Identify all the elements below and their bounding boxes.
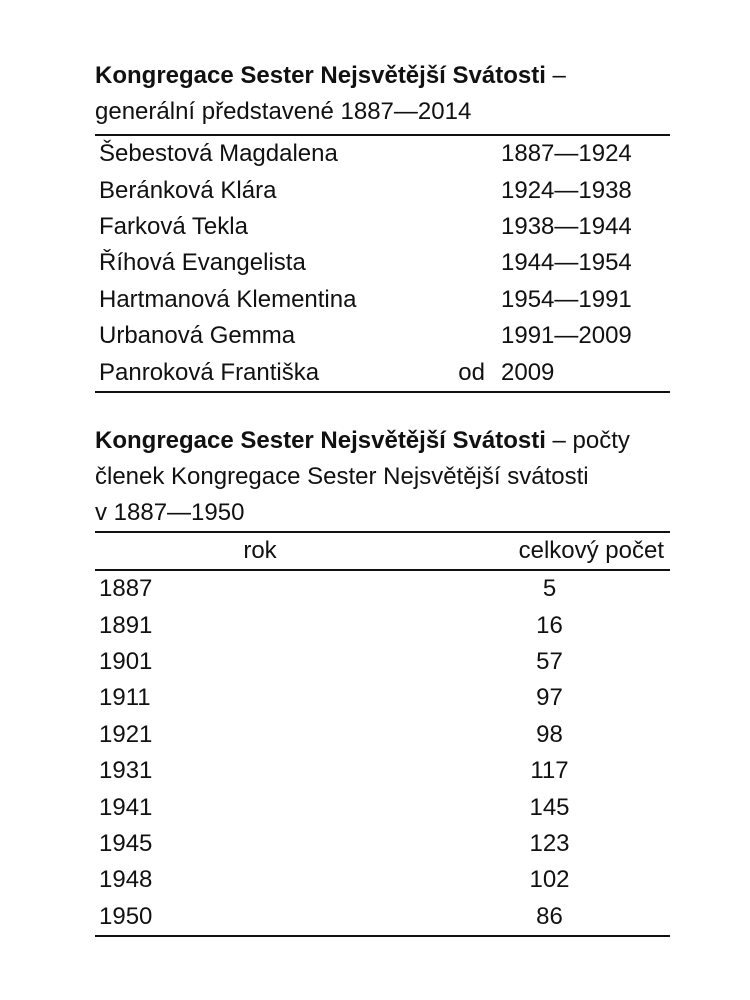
members-title-line2: členek Kongregace Sester Nejsvětější svátosti: [95, 462, 589, 490]
superiors-title: [95, 58, 670, 94]
table-row: [95, 899, 670, 935]
superior-name: Hartmanová Klementina: [99, 285, 357, 313]
header-year: rok: [243, 536, 277, 564]
member-count: 102: [529, 866, 570, 894]
members-table: [95, 531, 670, 937]
member-year: 1891: [99, 611, 153, 639]
member-year: 1921: [99, 720, 153, 748]
superior-name: Šebestová Magdalena: [99, 140, 338, 168]
table-row: [95, 136, 670, 172]
member-year: 1941: [99, 793, 153, 821]
superior-name: Beránková Klára: [99, 176, 277, 204]
member-year: 1945: [99, 830, 153, 858]
superior-years: 1991—2009: [501, 322, 632, 350]
superior-years: 1954—1991: [501, 285, 632, 313]
table-row: [95, 282, 670, 318]
superior-name: Říhová Evangelista: [99, 249, 306, 277]
superiors-section: [95, 58, 670, 393]
table-row: [95, 245, 670, 281]
member-year: 1931: [99, 757, 153, 785]
member-count: 5: [542, 575, 557, 603]
member-year: 1950: [99, 902, 153, 930]
superior-name: Panroková Františka: [99, 358, 320, 386]
table-row: [95, 209, 670, 245]
superiors-title-dash: –: [545, 62, 566, 89]
table-row: [95, 608, 670, 644]
superior-years: 2009: [501, 358, 555, 386]
superior-years: 1924—1938: [501, 176, 632, 204]
header-count: celkový počet: [518, 536, 664, 564]
table-row: [95, 789, 670, 825]
table-row: [95, 862, 670, 898]
member-year: 1887: [99, 575, 153, 603]
table-row: [95, 644, 670, 680]
member-count: 97: [536, 684, 563, 712]
table-header-row: [95, 533, 670, 571]
member-year: 1911: [99, 684, 151, 712]
members-section: [95, 423, 670, 937]
document-page: [95, 58, 670, 937]
superior-years: 1944—1954: [501, 249, 632, 277]
superior-years: 1938—1944: [501, 212, 632, 240]
member-count: 98: [536, 720, 563, 748]
member-count: 117: [530, 757, 569, 785]
member-count: 57: [536, 648, 563, 676]
table-row: [95, 571, 670, 607]
member-count: 16: [536, 611, 563, 639]
table-row: [95, 753, 670, 789]
superior-prefix: od: [458, 358, 485, 386]
member-count: 86: [536, 902, 563, 930]
member-count: 123: [529, 830, 570, 858]
members-title-bold: Kongregace Sester Nejsvětější Svátosti: [95, 426, 546, 454]
superior-years: 1887—1924: [501, 140, 632, 168]
table-row: [95, 172, 670, 208]
table-row: [95, 717, 670, 753]
members-title: [95, 423, 670, 459]
member-year: 1948: [99, 866, 153, 894]
superiors-title-bold: Kongregace Sester Nejsvětější Svátosti: [95, 62, 546, 89]
table-row: [95, 318, 670, 354]
table-row: [95, 354, 670, 390]
superior-name: Farková Tekla: [99, 212, 248, 240]
superiors-table: [95, 134, 670, 393]
superior-name: Urbanová Gemma: [99, 322, 296, 350]
table-row: [95, 680, 670, 716]
superiors-subtitle: generální představené 1887—2014: [95, 98, 472, 125]
member-count: 145: [529, 793, 570, 821]
table-row: [95, 826, 670, 862]
members-title-line3: v 1887—1950: [95, 498, 245, 526]
member-year: 1901: [99, 648, 153, 676]
members-title-rest: – počty: [545, 426, 630, 454]
